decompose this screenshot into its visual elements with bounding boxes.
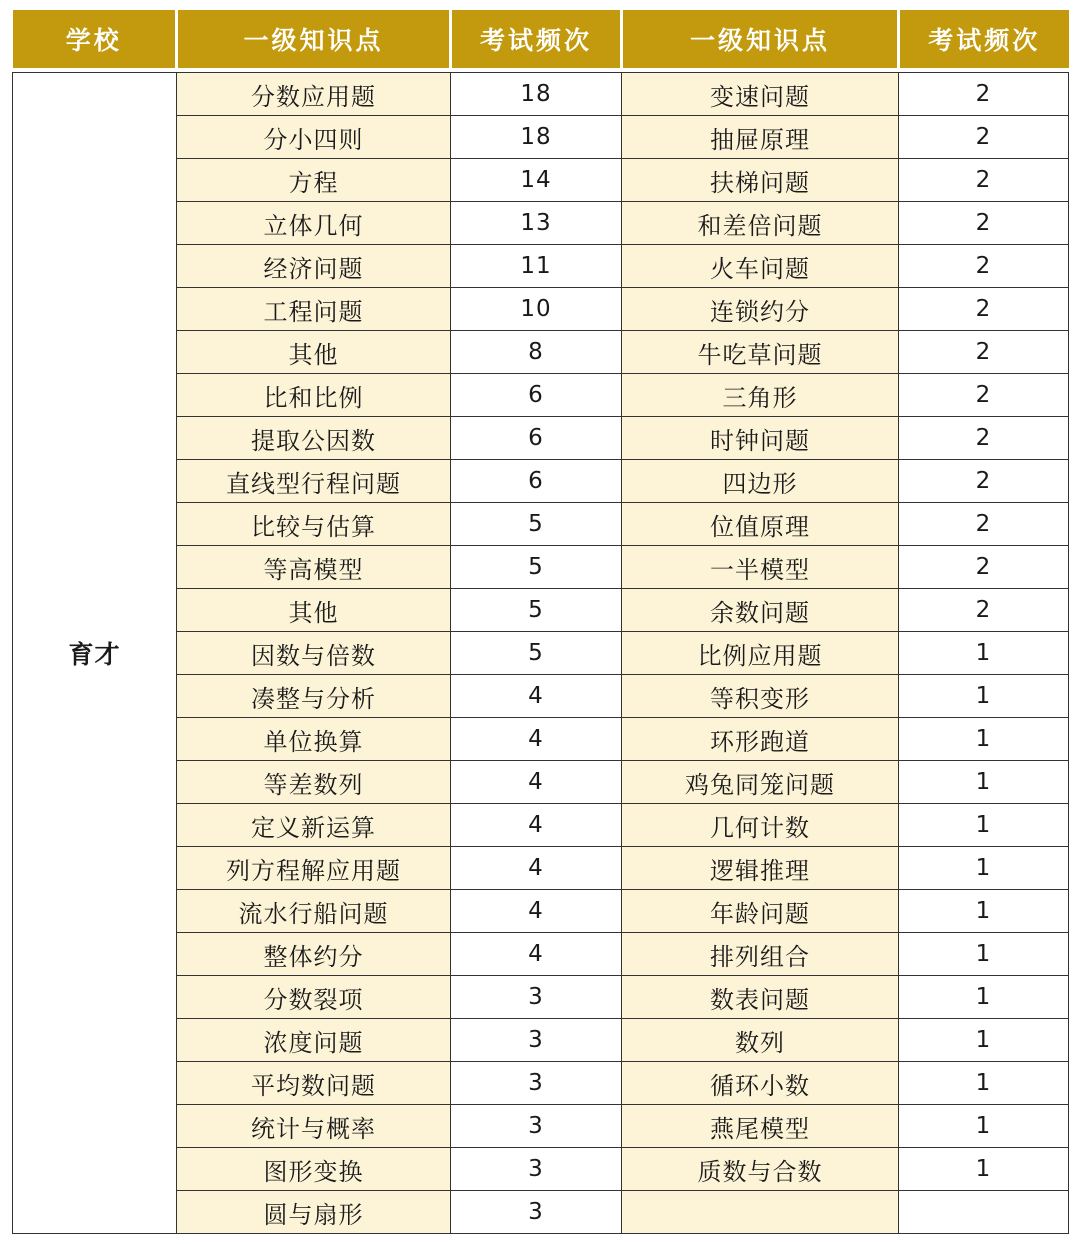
frequency-cell-right: 1 <box>899 804 1069 847</box>
knowledge-point-cell-right: 数表问题 <box>622 976 899 1019</box>
knowledge-point-cell-right: 质数与合数 <box>622 1148 899 1191</box>
frequency-cell-right: 1 <box>899 976 1069 1019</box>
frequency-cell-right: 2 <box>899 460 1069 503</box>
frequency-cell-right: 2 <box>899 503 1069 546</box>
frequency-cell-right: 1 <box>899 718 1069 761</box>
school-name-cell: 育才 <box>13 73 177 1234</box>
frequency-cell-right: 1 <box>899 890 1069 933</box>
header-topic-right: 一级知识点 <box>622 10 899 68</box>
knowledge-point-cell: 圆与扇形 <box>177 1191 451 1234</box>
knowledge-point-cell: 单位换算 <box>177 718 451 761</box>
frequency-cell: 4 <box>451 847 622 890</box>
knowledge-point-cell-right: 排列组合 <box>622 933 899 976</box>
knowledge-frequency-table <box>12 10 1069 1234</box>
knowledge-point-cell: 方程 <box>177 159 451 202</box>
frequency-cell-right: 1 <box>899 675 1069 718</box>
frequency-cell-right: 2 <box>899 589 1069 632</box>
knowledge-point-cell: 等差数列 <box>177 761 451 804</box>
knowledge-point-cell-right: 比例应用题 <box>622 632 899 675</box>
frequency-cell: 3 <box>451 976 622 1019</box>
frequency-cell-right: 2 <box>899 116 1069 159</box>
knowledge-point-cell: 定义新运算 <box>177 804 451 847</box>
frequency-cell: 5 <box>451 589 622 632</box>
frequency-cell-right: 1 <box>899 933 1069 976</box>
frequency-cell-right: 2 <box>899 73 1069 116</box>
knowledge-point-cell-right: 鸡兔同笼问题 <box>622 761 899 804</box>
header-school: 学校 <box>13 10 177 68</box>
table-row <box>13 73 1069 116</box>
frequency-cell-right: 2 <box>899 159 1069 202</box>
knowledge-point-cell: 平均数问题 <box>177 1062 451 1105</box>
frequency-cell-right: 1 <box>899 1105 1069 1148</box>
knowledge-point-cell-right: 变速问题 <box>622 73 899 116</box>
frequency-cell-right: 2 <box>899 245 1069 288</box>
frequency-cell: 4 <box>451 761 622 804</box>
knowledge-point-cell-right: 几何计数 <box>622 804 899 847</box>
frequency-cell-right: 2 <box>899 374 1069 417</box>
knowledge-point-cell-right: 等积变形 <box>622 675 899 718</box>
frequency-cell-right: 1 <box>899 761 1069 804</box>
knowledge-point-cell: 立体几何 <box>177 202 451 245</box>
knowledge-point-cell: 直线型行程问题 <box>177 460 451 503</box>
knowledge-point-cell: 整体约分 <box>177 933 451 976</box>
knowledge-frequency-table-wrap <box>12 10 1068 1234</box>
knowledge-point-cell-right: 火车问题 <box>622 245 899 288</box>
knowledge-point-cell-right: 年龄问题 <box>622 890 899 933</box>
frequency-cell: 4 <box>451 718 622 761</box>
knowledge-point-cell: 分小四则 <box>177 116 451 159</box>
frequency-cell: 3 <box>451 1191 622 1234</box>
knowledge-point-cell: 浓度问题 <box>177 1019 451 1062</box>
frequency-cell: 10 <box>451 288 622 331</box>
frequency-cell: 4 <box>451 804 622 847</box>
frequency-cell: 3 <box>451 1105 622 1148</box>
frequency-cell: 5 <box>451 632 622 675</box>
frequency-cell-right: 2 <box>899 331 1069 374</box>
frequency-cell: 14 <box>451 159 622 202</box>
frequency-cell-right: 2 <box>899 417 1069 460</box>
frequency-cell: 5 <box>451 546 622 589</box>
frequency-cell: 18 <box>451 116 622 159</box>
frequency-cell: 5 <box>451 503 622 546</box>
frequency-cell-right: 1 <box>899 847 1069 890</box>
knowledge-point-cell-right: 三角形 <box>622 374 899 417</box>
knowledge-point-cell-right: 一半模型 <box>622 546 899 589</box>
knowledge-point-cell: 凑整与分析 <box>177 675 451 718</box>
frequency-cell: 3 <box>451 1062 622 1105</box>
knowledge-point-cell-right: 逻辑推理 <box>622 847 899 890</box>
frequency-cell: 3 <box>451 1148 622 1191</box>
frequency-cell-right: 2 <box>899 546 1069 589</box>
knowledge-point-cell-right: 连锁约分 <box>622 288 899 331</box>
knowledge-point-cell: 工程问题 <box>177 288 451 331</box>
knowledge-point-cell: 分数裂项 <box>177 976 451 1019</box>
frequency-cell-right: 2 <box>899 288 1069 331</box>
knowledge-point-cell: 等高模型 <box>177 546 451 589</box>
frequency-cell: 11 <box>451 245 622 288</box>
frequency-cell: 6 <box>451 417 622 460</box>
knowledge-point-cell-right: 余数问题 <box>622 589 899 632</box>
frequency-cell-right: 1 <box>899 1062 1069 1105</box>
knowledge-point-cell-right: 扶梯问题 <box>622 159 899 202</box>
frequency-cell: 3 <box>451 1019 622 1062</box>
frequency-cell: 4 <box>451 933 622 976</box>
frequency-cell-right: 1 <box>899 632 1069 675</box>
knowledge-point-cell-right: 循环小数 <box>622 1062 899 1105</box>
header-frequency-right: 考试频次 <box>899 10 1069 68</box>
knowledge-point-cell-right: 燕尾模型 <box>622 1105 899 1148</box>
frequency-cell-right: 2 <box>899 202 1069 245</box>
knowledge-point-cell: 比和比例 <box>177 374 451 417</box>
knowledge-point-cell-right: 牛吃草问题 <box>622 331 899 374</box>
frequency-cell: 6 <box>451 374 622 417</box>
knowledge-point-cell-right: 抽屉原理 <box>622 116 899 159</box>
frequency-cell: 18 <box>451 73 622 116</box>
frequency-cell: 13 <box>451 202 622 245</box>
frequency-cell-right: 1 <box>899 1019 1069 1062</box>
knowledge-point-cell-right: 时钟问题 <box>622 417 899 460</box>
knowledge-point-cell: 分数应用题 <box>177 73 451 116</box>
frequency-cell: 4 <box>451 675 622 718</box>
knowledge-point-cell-right: 位值原理 <box>622 503 899 546</box>
knowledge-point-cell-right: 和差倍问题 <box>622 202 899 245</box>
knowledge-point-cell: 经济问题 <box>177 245 451 288</box>
frequency-cell: 6 <box>451 460 622 503</box>
knowledge-point-cell: 因数与倍数 <box>177 632 451 675</box>
knowledge-point-cell: 列方程解应用题 <box>177 847 451 890</box>
frequency-cell-right <box>899 1191 1069 1234</box>
knowledge-point-cell: 比较与估算 <box>177 503 451 546</box>
table-header-row <box>13 10 1069 68</box>
knowledge-point-cell-right: 环形跑道 <box>622 718 899 761</box>
table-body <box>13 68 1069 1234</box>
knowledge-point-cell: 图形变换 <box>177 1148 451 1191</box>
knowledge-point-cell: 流水行船问题 <box>177 890 451 933</box>
frequency-cell: 8 <box>451 331 622 374</box>
frequency-cell-right: 1 <box>899 1148 1069 1191</box>
knowledge-point-cell: 其他 <box>177 589 451 632</box>
knowledge-point-cell: 统计与概率 <box>177 1105 451 1148</box>
header-topic-left: 一级知识点 <box>177 10 451 68</box>
knowledge-point-cell: 其他 <box>177 331 451 374</box>
knowledge-point-cell-right: 四边形 <box>622 460 899 503</box>
knowledge-point-cell-right: 数列 <box>622 1019 899 1062</box>
header-frequency-left: 考试频次 <box>451 10 622 68</box>
knowledge-point-cell-right <box>622 1191 899 1234</box>
knowledge-point-cell: 提取公因数 <box>177 417 451 460</box>
frequency-cell: 4 <box>451 890 622 933</box>
